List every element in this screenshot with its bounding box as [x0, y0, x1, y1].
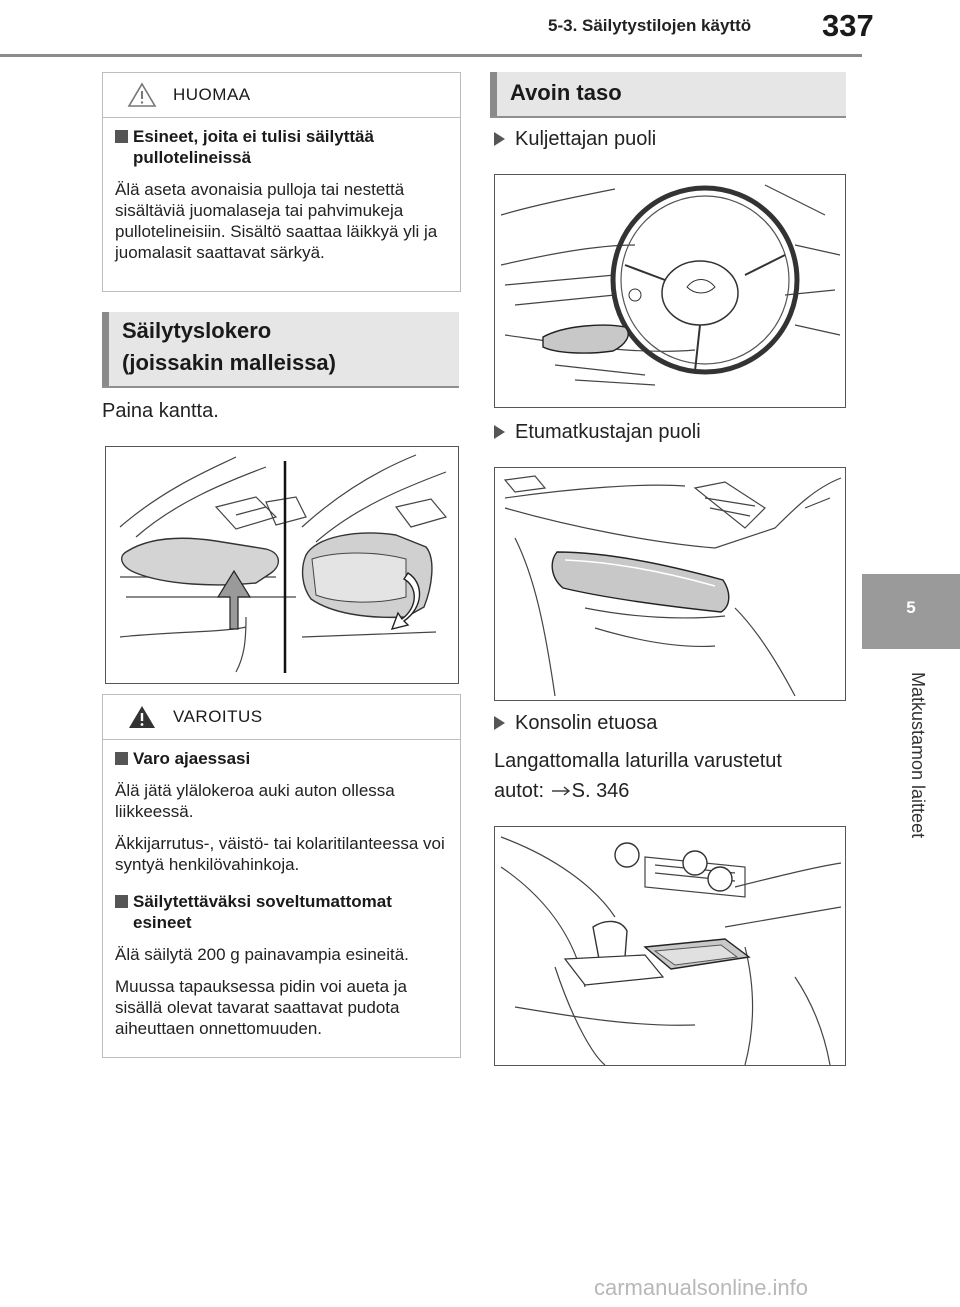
section-title: 5-3. Säilytystilojen käyttö: [548, 16, 752, 35]
arrow-right-icon: [550, 780, 572, 803]
header-rule: [0, 54, 862, 57]
instruction-text: Paina kantta.: [102, 400, 219, 422]
passenger-side-illustration: [494, 467, 846, 701]
section-heading-open-tray: [490, 72, 846, 118]
list-item-passenger-side: Etumatkustajan puoli: [494, 421, 701, 444]
page-number: 337: [822, 8, 874, 43]
warning-label: VAROITUS: [173, 707, 263, 726]
list-item-console-front: Konsolin etuosa: [494, 712, 657, 735]
console-front-illustration: [494, 826, 846, 1066]
warning-triangle-outline-icon: [127, 82, 157, 113]
warning-subheading-driving: Varo ajaessasi: [115, 748, 448, 769]
arrow-right-icon: [494, 132, 505, 146]
warning-box: [102, 694, 461, 1058]
chapter-number: 5: [906, 598, 916, 617]
charger-text: Langattomalla laturilla varustetut: [494, 750, 782, 772]
warning-text-1: Älä jätä ylälokeroa auki auton ollessa liikkeessä.: [115, 781, 395, 821]
page-reference-link[interactable]: S. 346: [571, 780, 630, 802]
notice-box: [102, 72, 461, 292]
notice-header: [103, 73, 460, 118]
chapter-tab: [862, 0, 960, 1307]
warning-text-4: Muussa tapauksessa pidin voi aueta ja sisällä olevat tavarat saattavat pudota aiheuttaen onnettomuuden.: [115, 977, 408, 1038]
section-heading-line2: (joissakin malleissa): [122, 350, 336, 375]
charger-reference: autot: S. 346: [494, 780, 630, 802]
chapter-title: Matkustamon laitteet: [908, 672, 928, 839]
notice-subheading: Esineet, joita ei tulisi säilyttää pullotelineissä: [115, 126, 448, 168]
warning-triangle-filled-icon: [127, 704, 157, 735]
driver-side-illustration: [494, 174, 846, 408]
notice-label: HUOMAA: [173, 85, 251, 104]
warning-text-2: Äkkijarrutus-, väistö- tai kolaritilanteessa voi syntyä henkilövahinkoja.: [115, 834, 445, 874]
overhead-storage-illustration: [105, 446, 459, 684]
list-item-driver-side: Kuljettajan puoli: [494, 128, 656, 151]
warning-text-3: Älä säilytä 200 g painavampia esineitä.: [115, 945, 409, 964]
arrow-right-icon: [494, 425, 505, 439]
section-heading-storage: [102, 312, 459, 388]
watermark: carmanualsonline.info: [594, 1275, 809, 1300]
arrow-right-icon: [494, 716, 505, 730]
warning-subheading-items: Säilytettäväksi soveltumattomat esineet: [115, 891, 448, 933]
notice-text: Älä aseta avonaisia pulloja tai nestettä sisältäviä juomalaseja tai pahvimukeja pullotelineisiin. Sisältö saattaa läikkyä yli ja juomalasit saattavat särkyä.: [115, 180, 438, 262]
section-heading-open-tray-text: Avoin taso: [510, 80, 622, 105]
warning-header: [103, 695, 460, 740]
section-heading-line1: Säilytyslokero: [122, 318, 272, 343]
